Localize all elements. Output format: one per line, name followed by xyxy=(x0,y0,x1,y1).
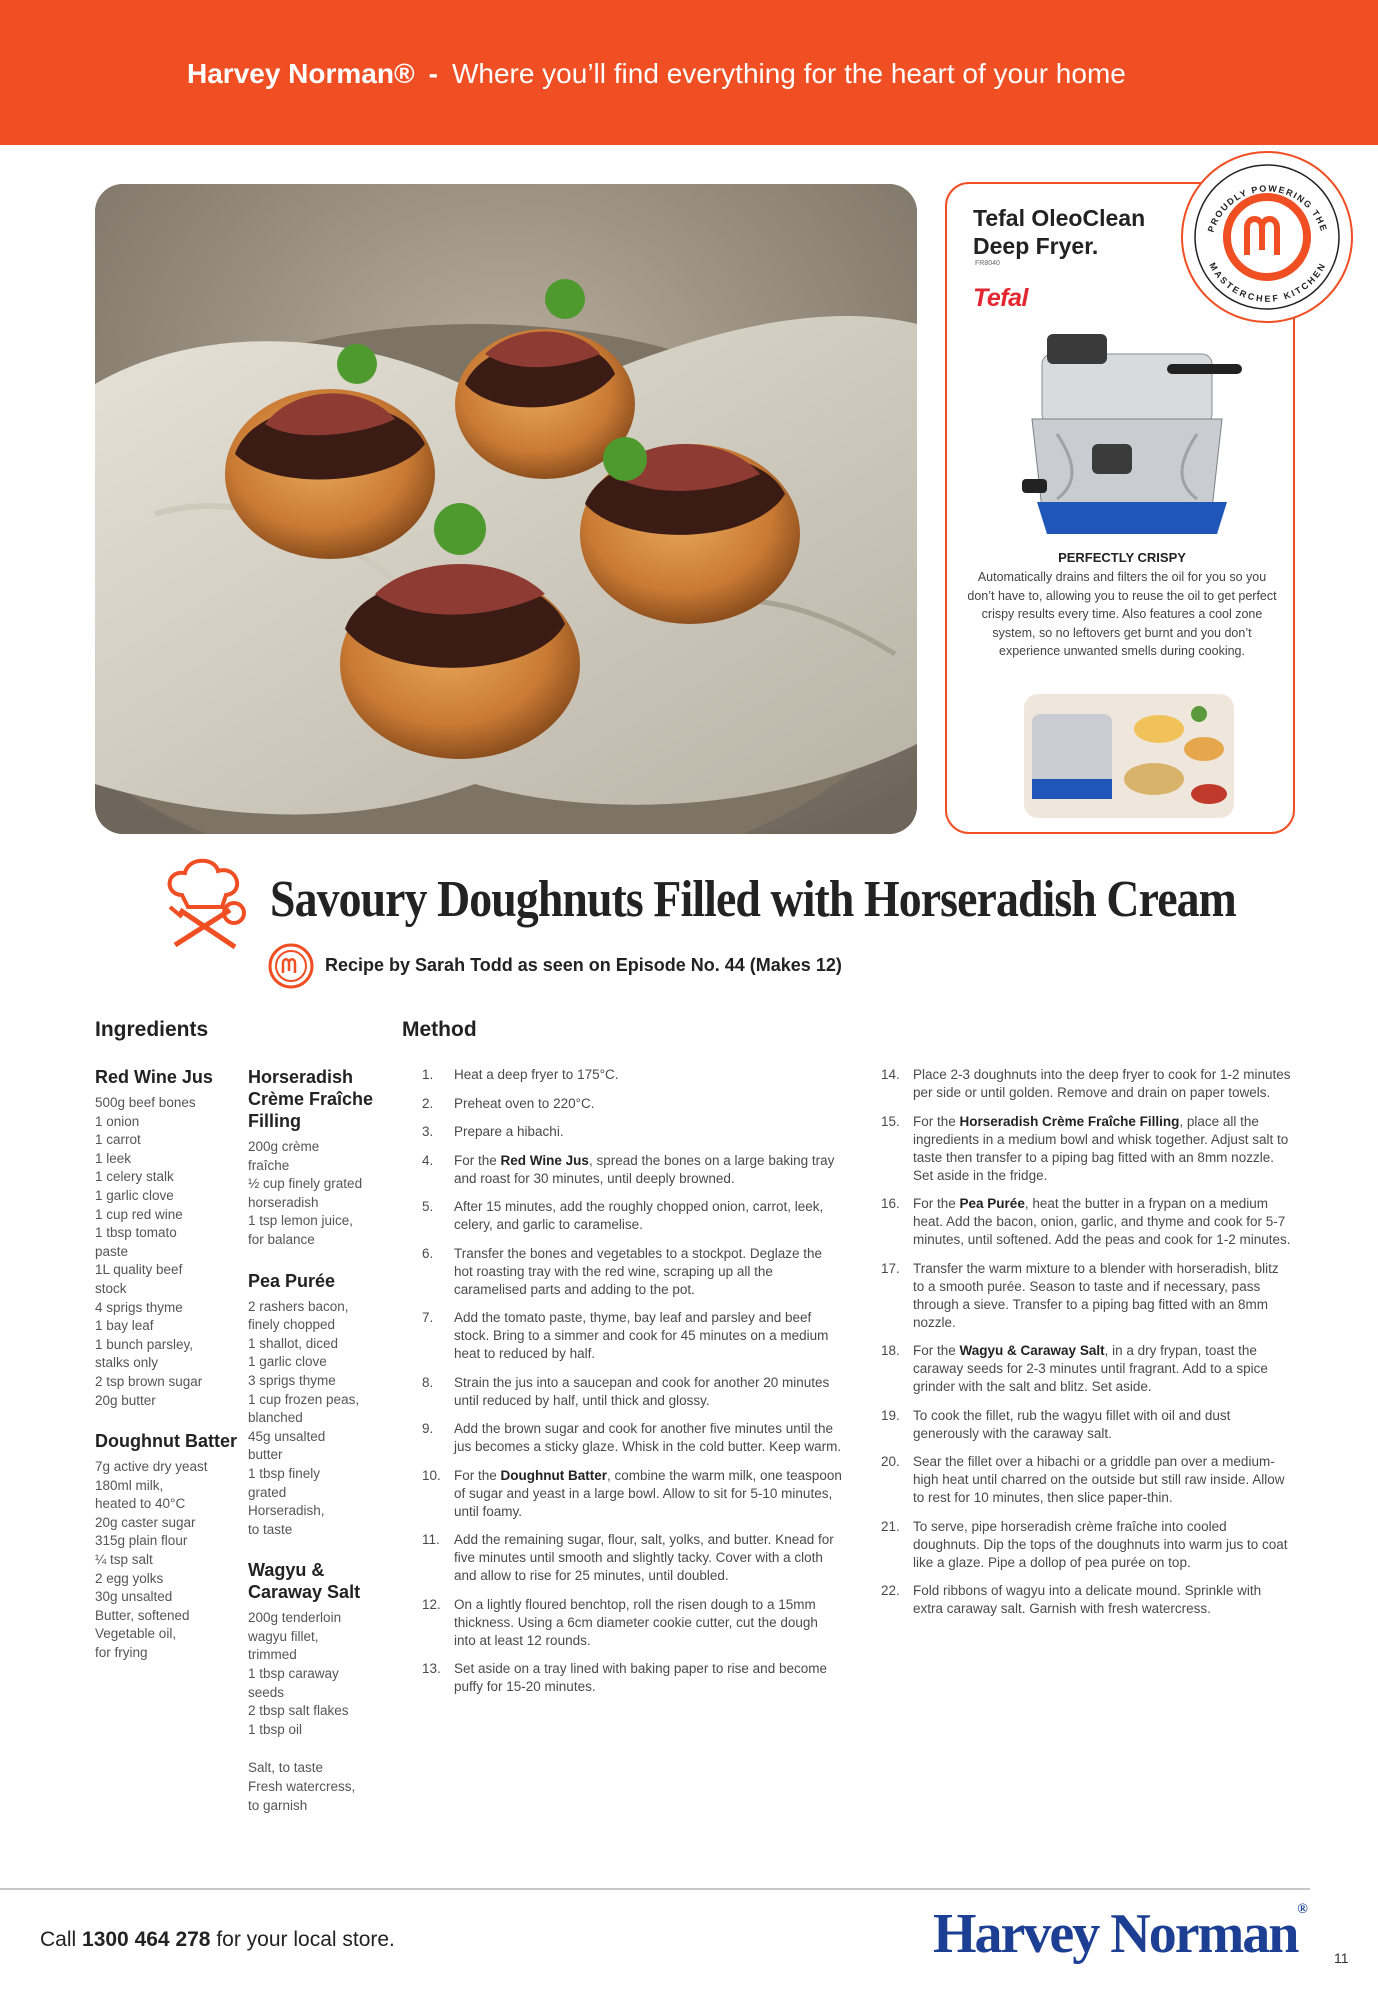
step-text-lead: Place 2-3 doughnuts into the deep fryer to cook for 1-2 minutes per side or until golden. Remove and drain on paper towels. xyxy=(913,1067,1291,1100)
step-text xyxy=(454,1066,842,1084)
step-number: 4. xyxy=(422,1152,434,1168)
ingredient-item: trimmed xyxy=(248,1647,297,1663)
ingredient-item: stalks only xyxy=(95,1355,159,1371)
step-text xyxy=(913,1453,1293,1507)
step-text xyxy=(454,1123,842,1141)
step-number: 17. xyxy=(881,1260,900,1276)
footer-call-text xyxy=(40,1928,395,1952)
step-number: 6. xyxy=(422,1245,434,1261)
step-text-lead: For the xyxy=(913,1196,960,1211)
step-text xyxy=(913,1195,1293,1249)
step-text xyxy=(913,1342,1293,1396)
step-text-lead: Add the brown sugar and cook for another five minutes until the jus becomes a sticky glaze. Whisk in the cold butter. Keep warm. xyxy=(454,1421,842,1454)
ingredient-item: 1 cup red wine xyxy=(95,1206,183,1222)
ingredient-item: 1 tbsp tomato xyxy=(95,1225,177,1241)
step-number: 16. xyxy=(881,1196,900,1211)
ingredient-item: 4 sprigs thyme xyxy=(95,1299,183,1315)
step-number: 1. xyxy=(422,1067,434,1082)
product-subheading: PERFECTLY CRISPY xyxy=(1058,550,1186,565)
step-text-lead: Transfer the bones and vegetables to a stockpot. Deglaze the hot roasting tray with the red wine, scraping up all the caramelised parts and adding to the pot. xyxy=(454,1245,822,1297)
method-step xyxy=(422,1660,842,1696)
doughnuts-illustration xyxy=(95,184,917,834)
masterchef-seal-icon xyxy=(1180,150,1355,325)
step-text-lead: Strain the jus into a saucepan and cook for another 20 minutes until reduced by half, until thick and glossy. xyxy=(454,1374,830,1408)
ingredient-group-title: Pea Purée xyxy=(248,1270,336,1291)
step-text xyxy=(454,1245,842,1299)
ingredient-item: 1 celery stalk xyxy=(95,1169,174,1185)
method-column-left xyxy=(422,1066,842,1707)
method-step xyxy=(881,1582,1293,1618)
ingredient-item: 1 garlic clove xyxy=(95,1187,174,1203)
step-number: 3. xyxy=(422,1124,434,1139)
logo-reg-mark: ® xyxy=(1297,1902,1306,1917)
step-number: 10. xyxy=(422,1467,441,1483)
ingredient-item: 1L quality beef xyxy=(95,1262,183,1278)
call-suffix: for your local store. xyxy=(210,1928,395,1951)
product-brand-logo: Tefal xyxy=(973,284,1028,312)
ingredient-item: 1 carrot xyxy=(95,1132,141,1148)
step-number: 20. xyxy=(881,1454,900,1469)
page-number: 11 xyxy=(1334,1950,1349,1966)
step-number: 5. xyxy=(422,1199,434,1214)
ingredient-item: ¼ tsp salt xyxy=(95,1552,153,1568)
ingredient-item: 1 bunch parsley, xyxy=(95,1336,194,1352)
step-text-lead: Fold ribbons of wagyu into a delicate mound. Sprinkle with extra caraway salt. Garnish with fresh watercress. xyxy=(913,1583,1262,1616)
footer-divider xyxy=(0,1888,1310,1890)
ingredient-item: 1 bay leaf xyxy=(95,1318,154,1334)
product-lifestyle-image xyxy=(1024,694,1234,818)
method-step xyxy=(881,1342,1293,1396)
step-text-bold: Red Wine Jus xyxy=(500,1152,589,1168)
phone-number: 1300 464 278 xyxy=(82,1928,211,1951)
ingredient-group xyxy=(248,1759,398,1815)
step-text xyxy=(913,1582,1293,1618)
ingredient-group xyxy=(248,1559,398,1739)
ingredient-item: finely chopped xyxy=(248,1317,336,1333)
step-text xyxy=(454,1095,842,1113)
ingredient-item: blanched xyxy=(248,1410,303,1426)
method-step xyxy=(881,1066,1293,1102)
ingredient-item: 30g unsalted xyxy=(95,1589,173,1605)
ingredient-item: Salt, to taste xyxy=(248,1760,324,1776)
step-text-rest: , in a dry frypan, toast the caraway seeds for 2-3 minutes until fragrant. Add to a spice grinder with the salt and blitz. Set aside. xyxy=(913,1343,1268,1394)
method-heading: Method xyxy=(402,1018,477,1041)
ingredient-item: fraîche xyxy=(248,1157,290,1173)
ingredient-item: 2 tbsp salt flakes xyxy=(248,1703,349,1719)
step-text-lead: Add the remaining sugar, flour, salt, yolks, and butter. Knead for five minutes until smooth and slightly tacky. Cover with a cloth and allow to rise for 25 minutes, until doubled. xyxy=(454,1532,834,1583)
seal-text-top: PROUDLY POWERING THE xyxy=(1205,183,1330,234)
ingredient-item: 1 leek xyxy=(95,1150,132,1166)
step-text-lead: Heat a deep fryer to 175°C. xyxy=(454,1067,619,1082)
hero-food-image xyxy=(95,184,917,834)
ingredient-item: 45g unsalted xyxy=(248,1428,326,1444)
seal-text-bottom: MASTERCHEF KITCHEN xyxy=(1207,260,1328,304)
step-number: 18. xyxy=(881,1343,900,1358)
ingredient-item: horseradish xyxy=(248,1194,319,1210)
step-text xyxy=(454,1374,842,1410)
deep-fryer-image xyxy=(1017,324,1247,544)
step-number: 13. xyxy=(422,1661,441,1676)
step-text-lead: For the xyxy=(454,1467,501,1483)
ingredient-item: butter xyxy=(248,1447,283,1463)
ingredients-heading: Ingredients xyxy=(95,1018,209,1041)
step-number: 14. xyxy=(881,1067,900,1082)
step-text xyxy=(454,1309,842,1363)
step-text-lead: To serve, pipe horseradish crème fraîche into cooled doughnuts. Dip the tops of the doughnuts into warm jus to coat like a glaze. Pipe a dollop of pea purée on top. xyxy=(913,1518,1288,1570)
product-description: Automatically drains and filters the oil for you so you don’t have to, allowing you to reuse the oil to get perfect crispy results every time. Also features a cool zone system, so no leftovers get burnt and you don’t experience unwanted smells during cooking. xyxy=(967,570,1277,658)
method-step xyxy=(422,1596,842,1650)
step-text-lead: On a lightly floured benchtop, roll the risen dough to a 15mm thickness. Using a 6cm diameter cookie cutter, cut the dough into at least 12 rounds. xyxy=(454,1596,818,1648)
ingredient-item: to garnish xyxy=(248,1797,308,1813)
step-number: 11. xyxy=(422,1532,440,1547)
step-number: 19. xyxy=(881,1407,900,1423)
ingredient-item: 3 sprigs thyme xyxy=(248,1372,336,1388)
ingredient-item: wagyu fillet, xyxy=(248,1628,319,1644)
step-number: 8. xyxy=(422,1374,434,1390)
ingredient-item: 200g crème xyxy=(248,1139,320,1154)
ingredient-item: seeds xyxy=(248,1684,285,1700)
method-step xyxy=(881,1113,1293,1185)
step-text-lead: For the xyxy=(454,1152,501,1168)
ingredient-item: stock xyxy=(95,1280,127,1296)
step-text-rest: , place all the ingredients in a medium bowl and whisk together. Adjust salt to taste then transfer to a piping bag fitted with an 8mm nozzle. Set aside in the fridge. xyxy=(913,1113,1289,1183)
step-number: 21. xyxy=(881,1518,900,1534)
method-step xyxy=(422,1420,842,1456)
method-step xyxy=(422,1531,842,1585)
ingredient-group-title: Doughnut Batter xyxy=(95,1431,237,1452)
banner-text xyxy=(187,58,1126,90)
ingredient-item: 1 shallot, diced xyxy=(248,1335,339,1351)
chef-hat-utensils-icon xyxy=(160,855,250,955)
step-number: 9. xyxy=(422,1421,434,1436)
method-step xyxy=(422,1095,842,1113)
ingredient-item: 200g tenderloin xyxy=(248,1610,342,1626)
harvey-norman-logo xyxy=(933,1902,1306,1966)
ingredient-item: Horseradish, xyxy=(248,1503,325,1519)
ingredient-item: 1 onion xyxy=(95,1113,140,1129)
ingredient-item: 2 egg yolks xyxy=(95,1570,164,1586)
header-banner xyxy=(0,0,1378,145)
method-step xyxy=(422,1198,842,1234)
method-step xyxy=(881,1518,1293,1572)
method-step xyxy=(881,1407,1293,1443)
method-step xyxy=(422,1467,842,1521)
ingredient-item: 500g beef bones xyxy=(95,1095,196,1110)
step-text-lead: For the xyxy=(913,1343,960,1358)
ingredient-item: grated xyxy=(248,1484,287,1500)
call-prefix: Call xyxy=(40,1928,83,1951)
ingredient-item: 1 tsp lemon juice, xyxy=(248,1213,354,1229)
ingredient-item: 20g butter xyxy=(95,1392,156,1408)
step-text xyxy=(913,1260,1293,1332)
ingredient-item: 1 cup frozen peas, xyxy=(248,1391,360,1407)
step-text xyxy=(454,1531,842,1585)
step-text-bold: Horseradish Crème Fraîche Filling xyxy=(959,1113,1180,1129)
logo-text: Harvey Norman xyxy=(933,1903,1298,1965)
ingredient-item: 1 tbsp oil xyxy=(248,1721,303,1737)
ingredient-item: Vegetable oil, xyxy=(95,1626,177,1642)
ingredient-group xyxy=(248,1066,398,1250)
step-text xyxy=(913,1113,1293,1185)
ingredient-item: 1 garlic clove xyxy=(248,1354,327,1370)
step-text-bold: Wagyu & Caraway Salt xyxy=(959,1343,1105,1358)
step-text xyxy=(454,1420,842,1456)
ingredient-item: heated to 40°C xyxy=(95,1496,186,1512)
step-text-lead: Sear the fillet over a hibachi or a griddle pan over a medium-high heat until charred on the outside but still raw inside. Allow to rest for 10 minutes, then slice paper-thin. xyxy=(913,1454,1285,1505)
ingredient-group-title: Horseradish Crème Fraîche Filling xyxy=(248,1067,374,1131)
method-step xyxy=(422,1245,842,1299)
banner-separator: - xyxy=(428,58,438,89)
step-text xyxy=(454,1467,842,1521)
method-step xyxy=(422,1374,842,1410)
step-text-lead: Preheat oven to 220°C. xyxy=(454,1095,595,1111)
method-step xyxy=(422,1152,842,1188)
ingredient-item: 1 tbsp caraway xyxy=(248,1666,339,1682)
step-text-rest: , combine the warm milk, one teaspoon of sugar and yeast in a large bowl. Allow to sit for 5-10 minutes, until foamy. xyxy=(454,1467,842,1519)
method-step xyxy=(422,1066,842,1084)
ingredients-column-1 xyxy=(95,1066,245,1683)
method-step xyxy=(881,1195,1293,1249)
ingredient-item: 2 rashers bacon, xyxy=(248,1298,349,1314)
step-text-lead: Add the tomato paste, thyme, bay leaf and parsley and beef stock. Bring to a simmer and cook for 45 minutes on a medium heat to reduced by half. xyxy=(454,1310,829,1361)
ingredient-group xyxy=(95,1430,245,1663)
method-step xyxy=(422,1123,842,1141)
step-text-lead: Prepare a hibachi. xyxy=(454,1124,564,1139)
step-text xyxy=(454,1198,842,1234)
step-number: 15. xyxy=(881,1113,900,1129)
step-text xyxy=(454,1596,842,1650)
ingredient-group xyxy=(248,1270,398,1540)
ingredient-item: 1 tbsp finely xyxy=(248,1465,321,1481)
step-text xyxy=(913,1066,1293,1102)
recipe-title: Savoury Doughnuts Filled with Horseradish Cream xyxy=(270,871,1236,928)
step-number: 12. xyxy=(422,1596,441,1612)
step-text-rest: , spread the bones on a large baking tray and roast for 30 minutes, until deeply browned. xyxy=(454,1152,835,1186)
method-column-right xyxy=(881,1066,1293,1629)
step-text xyxy=(913,1518,1293,1572)
ingredient-item: Butter, softened xyxy=(95,1607,190,1623)
product-code: FR8040 xyxy=(975,260,1000,267)
step-text-bold: Doughnut Batter xyxy=(500,1467,608,1483)
step-number: 22. xyxy=(881,1583,900,1598)
ingredient-item: 315g plain flour xyxy=(95,1533,188,1549)
step-text-lead: To cook the fillet, rub the wagyu fillet with oil and dust generously with the caraway salt. xyxy=(913,1407,1231,1441)
ingredient-item: ½ cup finely grated xyxy=(248,1176,363,1192)
ingredient-group-title: Red Wine Jus xyxy=(95,1067,213,1087)
step-text-lead: After 15 minutes, add the roughly chopped onion, carrot, leek, celery, and garlic to caramelise. xyxy=(454,1199,824,1232)
banner-brand: Harvey Norman® xyxy=(187,58,415,89)
ingredient-item: 20g caster sugar xyxy=(95,1514,196,1530)
recipe-credit: Recipe by Sarah Todd as seen on Episode No. 44 (Makes 12) xyxy=(325,955,842,975)
step-text-lead: Transfer the warm mixture to a blender with horseradish, blitz to a smooth purée. Season to taste and if necessary, pass through a sieve. Transfer to a piping bag fitted with an 8mm nozzle. xyxy=(913,1260,1279,1330)
step-text xyxy=(454,1152,842,1188)
ingredient-item: 7g active dry yeast xyxy=(95,1459,208,1475)
masterchef-logo-icon xyxy=(267,942,315,990)
step-number: 2. xyxy=(422,1095,434,1111)
step-number: 7. xyxy=(422,1310,434,1325)
method-step xyxy=(422,1309,842,1363)
method-step xyxy=(881,1453,1293,1507)
product-title: Tefal OleoClean Deep Fryer. xyxy=(973,205,1146,259)
ingredient-item: for frying xyxy=(95,1645,148,1661)
step-text-lead: For the xyxy=(913,1113,960,1129)
ingredients-column-2 xyxy=(248,1066,398,1835)
method-step xyxy=(881,1260,1293,1332)
ingredient-item: 2 tsp brown sugar xyxy=(95,1373,203,1389)
banner-tagline: Where you’ll find everything for the heart of your home xyxy=(451,58,1126,89)
step-text-bold: Pea Purée xyxy=(959,1196,1025,1211)
ingredient-item: paste xyxy=(95,1243,129,1259)
ingredient-group xyxy=(95,1066,245,1410)
ingredient-item: Fresh watercress, xyxy=(248,1779,356,1795)
step-text xyxy=(913,1407,1293,1443)
step-text-lead: Set aside on a tray lined with baking paper to rise and become puffy for 15-20 minutes. xyxy=(454,1661,827,1694)
step-text xyxy=(454,1660,842,1696)
ingredient-item: to taste xyxy=(248,1521,293,1537)
ingredient-item: 180ml milk, xyxy=(95,1477,164,1493)
ingredient-group-title: Wagyu & Caraway Salt xyxy=(248,1560,361,1603)
step-text-rest: , heat the butter in a frypan on a medium heat. Add the bacon, onion, garlic, and thyme and cook for 5-7 minutes, until softened. Add the peas and cook for 1-2 minutes. xyxy=(913,1196,1291,1247)
ingredient-item: for balance xyxy=(248,1231,315,1247)
